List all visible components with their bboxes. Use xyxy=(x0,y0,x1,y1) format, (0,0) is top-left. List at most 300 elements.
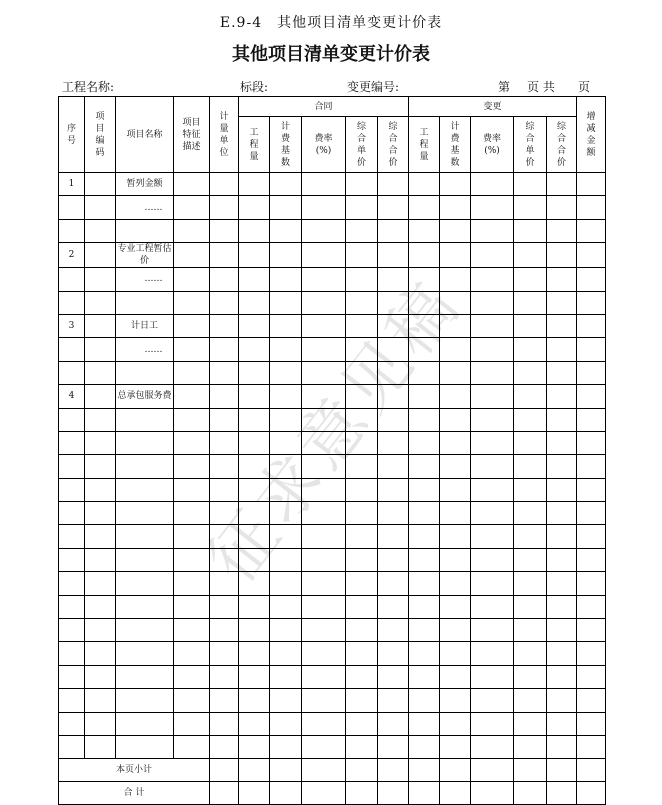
table-cell xyxy=(514,478,547,501)
table-cell xyxy=(174,361,210,384)
table-cell xyxy=(85,572,116,595)
table-cell xyxy=(210,502,239,525)
table-row xyxy=(59,502,606,525)
table-cell xyxy=(378,338,409,361)
table-cell xyxy=(239,595,270,618)
table-cell xyxy=(210,338,239,361)
table-cell xyxy=(409,173,440,196)
table-cell xyxy=(471,361,514,384)
table-cell xyxy=(210,291,239,314)
table-cell xyxy=(346,642,378,665)
table-row xyxy=(59,642,606,665)
table-row xyxy=(59,689,606,712)
table-cell xyxy=(409,338,440,361)
table-cell xyxy=(302,196,346,219)
table-cell xyxy=(378,712,409,735)
table-cell xyxy=(239,338,270,361)
table-cell xyxy=(346,431,378,454)
table-cell xyxy=(514,431,547,454)
row-seq xyxy=(59,502,85,525)
table-cell xyxy=(409,572,440,595)
row-item-name: …… xyxy=(116,338,174,361)
table-cell xyxy=(440,431,471,454)
table-cell xyxy=(174,219,210,242)
table-cell xyxy=(270,361,302,384)
table-row xyxy=(59,243,606,268)
table-cell xyxy=(409,196,440,219)
table-cell xyxy=(302,173,346,196)
table-cell xyxy=(577,619,606,642)
table-cell xyxy=(346,338,378,361)
table-cell xyxy=(440,268,471,291)
table-cell xyxy=(270,173,302,196)
table-cell xyxy=(471,173,514,196)
table-cell xyxy=(440,735,471,758)
table-cell xyxy=(346,243,378,268)
table-cell xyxy=(409,408,440,431)
table-cell xyxy=(239,268,270,291)
table-cell xyxy=(471,408,514,431)
table-cell xyxy=(514,548,547,571)
table-cell xyxy=(174,689,210,712)
table-cell xyxy=(270,243,302,268)
table-cell xyxy=(270,196,302,219)
table-cell xyxy=(471,243,514,268)
row-item-name xyxy=(116,548,174,571)
table-cell xyxy=(85,196,116,219)
table-cell xyxy=(174,525,210,548)
table-cell xyxy=(210,712,239,735)
table-cell xyxy=(346,665,378,688)
row-seq: 3 xyxy=(59,314,85,337)
table-cell xyxy=(85,548,116,571)
table-cell xyxy=(378,502,409,525)
change-pricing-table xyxy=(58,96,606,805)
table-cell xyxy=(85,243,116,268)
table-cell xyxy=(440,455,471,478)
table-cell xyxy=(210,268,239,291)
table-cell xyxy=(270,712,302,735)
table-cell xyxy=(302,689,346,712)
table-cell xyxy=(270,478,302,501)
table-cell xyxy=(174,712,210,735)
row-seq xyxy=(59,712,85,735)
table-cell xyxy=(409,735,440,758)
table-cell xyxy=(577,196,606,219)
table-cell xyxy=(409,712,440,735)
table-cell xyxy=(302,525,346,548)
table-cell xyxy=(174,478,210,501)
table-cell xyxy=(514,291,547,314)
change-number-label: 变更编号: xyxy=(347,80,400,94)
table-cell xyxy=(174,431,210,454)
table-cell xyxy=(547,595,577,618)
table-cell xyxy=(577,291,606,314)
row-seq: 4 xyxy=(59,385,85,408)
table-cell xyxy=(577,525,606,548)
table-cell xyxy=(85,385,116,408)
table-cell xyxy=(210,173,239,196)
header-contract: 合同 xyxy=(239,97,409,117)
table-cell xyxy=(409,595,440,618)
table-row xyxy=(59,478,606,501)
table-cell xyxy=(514,595,547,618)
row-item-name xyxy=(116,478,174,501)
change-unit-price: 综合单价 xyxy=(514,117,547,173)
table-cell xyxy=(239,385,270,408)
table-cell xyxy=(577,689,606,712)
table-cell xyxy=(302,478,346,501)
table-cell xyxy=(210,595,239,618)
table-cell xyxy=(85,642,116,665)
table-cell xyxy=(440,196,471,219)
table-cell xyxy=(409,665,440,688)
header-seq: 序号 xyxy=(59,97,85,173)
row-item-name: 总承包服务费 xyxy=(116,385,174,408)
table-cell xyxy=(346,408,378,431)
table-cell xyxy=(302,408,346,431)
row-seq xyxy=(59,408,85,431)
table-cell xyxy=(409,478,440,501)
table-cell xyxy=(239,619,270,642)
table-cell xyxy=(409,642,440,665)
table-cell xyxy=(547,478,577,501)
table-cell xyxy=(378,361,409,384)
project-name-label: 工程名称: xyxy=(62,80,115,94)
table-cell xyxy=(577,502,606,525)
table-cell xyxy=(547,642,577,665)
table-cell xyxy=(471,478,514,501)
table-cell xyxy=(577,338,606,361)
table-cell xyxy=(239,665,270,688)
row-seq xyxy=(59,735,85,758)
row-item-name xyxy=(116,219,174,242)
table-cell xyxy=(577,431,606,454)
table-cell xyxy=(514,619,547,642)
draft-watermark: 征求意见稿 xyxy=(193,265,476,597)
table-cell xyxy=(378,689,409,712)
table-cell xyxy=(270,572,302,595)
table-cell xyxy=(174,268,210,291)
table-cell xyxy=(378,595,409,618)
table-cell xyxy=(409,219,440,242)
table-cell xyxy=(346,595,378,618)
table-cell xyxy=(85,408,116,431)
table-cell xyxy=(174,196,210,219)
table-cell xyxy=(547,291,577,314)
table-cell xyxy=(440,642,471,665)
table-cell xyxy=(210,665,239,688)
table-cell xyxy=(270,619,302,642)
table-cell xyxy=(270,431,302,454)
table-cell xyxy=(85,361,116,384)
table-cell xyxy=(85,665,116,688)
table-cell xyxy=(302,268,346,291)
table-cell xyxy=(514,525,547,548)
table-cell xyxy=(514,173,547,196)
table-cell xyxy=(471,431,514,454)
table-cell xyxy=(577,268,606,291)
table-cell xyxy=(210,361,239,384)
table-cell xyxy=(577,642,606,665)
page-suffix: 页 xyxy=(578,80,591,94)
change-base: 计费基数 xyxy=(440,117,471,173)
table-cell xyxy=(346,314,378,337)
table-cell xyxy=(302,502,346,525)
row-seq: 2 xyxy=(59,243,85,268)
table-cell xyxy=(346,291,378,314)
table-cell xyxy=(174,455,210,478)
table-cell xyxy=(302,642,346,665)
table-cell xyxy=(409,268,440,291)
table-cell xyxy=(577,478,606,501)
table-cell xyxy=(514,712,547,735)
table-cell xyxy=(440,712,471,735)
page-prefix: 第 xyxy=(498,80,511,94)
table-cell xyxy=(85,502,116,525)
table-cell xyxy=(514,196,547,219)
table-cell xyxy=(547,455,577,478)
table-cell xyxy=(471,291,514,314)
table-cell xyxy=(440,408,471,431)
table-cell xyxy=(270,689,302,712)
table-cell xyxy=(471,619,514,642)
table-cell xyxy=(547,268,577,291)
table-cell xyxy=(547,408,577,431)
table-cell xyxy=(409,431,440,454)
table-cell xyxy=(471,548,514,571)
row-item-name: 暂列金额 xyxy=(116,173,174,196)
row-seq xyxy=(59,338,85,361)
table-row xyxy=(59,408,606,431)
table-cell xyxy=(174,291,210,314)
row-item-name xyxy=(116,595,174,618)
table-cell xyxy=(346,385,378,408)
table-cell xyxy=(514,268,547,291)
table-cell xyxy=(577,455,606,478)
table-cell xyxy=(302,572,346,595)
table-cell xyxy=(239,478,270,501)
table-cell xyxy=(471,642,514,665)
table-cell xyxy=(239,689,270,712)
table-cell xyxy=(174,572,210,595)
table-cell xyxy=(346,712,378,735)
table-cell xyxy=(302,243,346,268)
table-cell xyxy=(547,619,577,642)
table-cell xyxy=(239,173,270,196)
table-cell xyxy=(378,196,409,219)
table-cell xyxy=(577,548,606,571)
row-seq xyxy=(59,219,85,242)
row-item-name xyxy=(116,455,174,478)
row-seq xyxy=(59,361,85,384)
table-cell xyxy=(577,361,606,384)
table-cell xyxy=(239,291,270,314)
table-cell xyxy=(302,314,346,337)
table-cell xyxy=(270,595,302,618)
table-cell xyxy=(302,291,346,314)
table-cell xyxy=(174,243,210,268)
table-cell xyxy=(270,642,302,665)
table-cell xyxy=(239,642,270,665)
contract-total: 综合合价 xyxy=(378,117,409,173)
table-cell xyxy=(85,595,116,618)
table-cell xyxy=(210,219,239,242)
table-cell xyxy=(440,689,471,712)
contract-base: 计费基数 xyxy=(270,117,302,173)
table-cell xyxy=(409,361,440,384)
table-cell xyxy=(547,525,577,548)
row-item-name: …… xyxy=(116,196,174,219)
table-cell xyxy=(85,455,116,478)
table-cell xyxy=(378,268,409,291)
table-cell xyxy=(440,291,471,314)
page-mid: 页 共 xyxy=(527,80,555,94)
row-seq xyxy=(59,291,85,314)
table-cell xyxy=(547,572,577,595)
table-cell xyxy=(378,219,409,242)
table-cell xyxy=(239,314,270,337)
table-cell xyxy=(174,548,210,571)
table-cell xyxy=(409,291,440,314)
table-cell xyxy=(346,548,378,571)
table-cell xyxy=(378,385,409,408)
table-cell xyxy=(346,735,378,758)
row-item-name: …… xyxy=(116,268,174,291)
table-row xyxy=(59,548,606,571)
table-cell xyxy=(302,665,346,688)
row-seq xyxy=(59,455,85,478)
table-cell xyxy=(471,338,514,361)
table-cell xyxy=(346,455,378,478)
table-cell xyxy=(85,314,116,337)
table-cell xyxy=(239,361,270,384)
table-row xyxy=(59,665,606,688)
table-cell xyxy=(440,243,471,268)
table-cell xyxy=(514,502,547,525)
table-cell xyxy=(270,455,302,478)
table-cell xyxy=(547,314,577,337)
table-cell xyxy=(514,385,547,408)
table-cell xyxy=(514,642,547,665)
table-cell xyxy=(577,408,606,431)
table-cell xyxy=(471,665,514,688)
table-cell xyxy=(514,243,547,268)
row-seq xyxy=(59,642,85,665)
table-cell xyxy=(471,572,514,595)
table-cell xyxy=(440,338,471,361)
table-row xyxy=(59,595,606,618)
table-cell xyxy=(210,196,239,219)
row-item-name xyxy=(116,642,174,665)
row-seq xyxy=(59,665,85,688)
table-cell xyxy=(471,196,514,219)
table-cell xyxy=(346,219,378,242)
row-seq xyxy=(59,572,85,595)
row-seq xyxy=(59,619,85,642)
table-cell xyxy=(577,735,606,758)
table-cell xyxy=(302,455,346,478)
table-cell xyxy=(270,665,302,688)
table-cell xyxy=(409,502,440,525)
table-cell xyxy=(378,455,409,478)
table-cell xyxy=(85,689,116,712)
table-cell xyxy=(270,385,302,408)
table-cell xyxy=(378,572,409,595)
table-row xyxy=(59,361,606,384)
table-cell xyxy=(85,735,116,758)
table-cell xyxy=(210,385,239,408)
row-item-name xyxy=(116,689,174,712)
table-cell xyxy=(270,219,302,242)
row-item-name: 计日工 xyxy=(116,314,174,337)
table-cell xyxy=(471,689,514,712)
table-cell xyxy=(409,689,440,712)
table-cell xyxy=(514,665,547,688)
table-cell xyxy=(514,338,547,361)
table-row xyxy=(59,219,606,242)
page-title: 其他项目清单变更计价表 xyxy=(232,44,430,65)
table-cell xyxy=(346,268,378,291)
table-cell xyxy=(440,525,471,548)
row-item-name xyxy=(116,572,174,595)
table-cell xyxy=(440,619,471,642)
table-cell xyxy=(547,689,577,712)
table-cell xyxy=(85,478,116,501)
table-cell xyxy=(239,572,270,595)
table-cell xyxy=(302,385,346,408)
table-row xyxy=(59,712,606,735)
table-cell xyxy=(302,361,346,384)
table-cell xyxy=(210,431,239,454)
table-cell xyxy=(302,431,346,454)
table-cell xyxy=(577,572,606,595)
table-cell xyxy=(440,219,471,242)
table-cell xyxy=(577,595,606,618)
table-cell xyxy=(547,735,577,758)
table-cell xyxy=(547,243,577,268)
table-cell xyxy=(547,502,577,525)
table-cell xyxy=(302,219,346,242)
table-cell xyxy=(409,314,440,337)
row-seq xyxy=(59,478,85,501)
table-cell xyxy=(547,219,577,242)
table-cell xyxy=(270,268,302,291)
table-cell xyxy=(270,525,302,548)
table-cell xyxy=(409,455,440,478)
table-cell xyxy=(302,735,346,758)
table-cell xyxy=(471,455,514,478)
table-cell xyxy=(210,619,239,642)
table-cell xyxy=(471,268,514,291)
table-cell xyxy=(514,314,547,337)
table-cell xyxy=(302,338,346,361)
table-row xyxy=(59,572,606,595)
table-row xyxy=(59,268,606,291)
table-cell xyxy=(471,525,514,548)
table-row xyxy=(59,525,606,548)
subtotal-label: 本页小计 xyxy=(59,759,210,782)
table-cell xyxy=(210,525,239,548)
table-cell xyxy=(471,595,514,618)
table-cell xyxy=(239,219,270,242)
row-item-name xyxy=(116,291,174,314)
table-cell xyxy=(174,408,210,431)
table-cell xyxy=(577,314,606,337)
table-cell xyxy=(577,243,606,268)
row-item-name xyxy=(116,735,174,758)
table-cell xyxy=(547,385,577,408)
